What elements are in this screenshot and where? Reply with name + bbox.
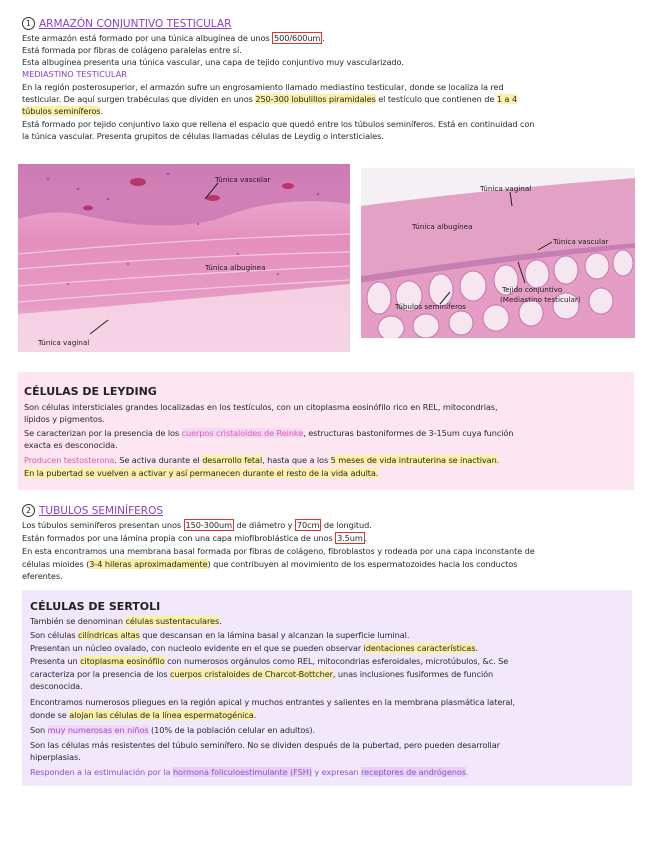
sertoli-line-3: Presentan un núcleo ovalado, con nucleolo evidente en el que se pueden observar identaciones características. [30, 643, 478, 653]
sertoli-title: CÉLULAS DE SERTOLI [30, 600, 161, 613]
label-tejido-conjuntivo: Tejido conjuntivo [502, 285, 563, 294]
section-1-title: 1 ARMAZÓN CONJUNTIVO TESTICULAR [22, 17, 231, 31]
sertoli-line-12: Responden a la estimulación por la hormona foliculoestimulante (FSH) y expresan receptores de andrógenos. [30, 767, 469, 777]
sertoli-line-10: Son las células más resistentes del túbulo seminífero. No se dividen después de la pubertad, pero pueden desarrollar [30, 740, 500, 750]
section-2-number: 2 [22, 504, 35, 517]
s1-line-3: Esta albugínea presenta una túnica vascular, una capa de tejido conjuntivo muy vascularizado. [22, 57, 404, 67]
sertoli-line-7: Encontramos numerosos pliegues en la región apical y muchos entrantes y salientes en la membrana plasmática lateral, [30, 697, 516, 707]
med-line-5: la túnica vascular. Presenta grupitos de células llamadas células de Leydig o intersticiales. [22, 131, 384, 141]
thickness-value: 500/600um [274, 33, 321, 43]
leydig-line-4: exacta es desconocida. [24, 440, 118, 450]
label-tunica-albuginea-right: Túnica albugínea [412, 222, 473, 231]
label-tubulos-seminiferos: Túbulos seminíferos [395, 302, 467, 311]
leydig-title: CÉLULAS DE LEYDING [24, 385, 157, 398]
s2-line-3: En esta encontramos una membrana basal formada por fibras de colágeno, fibroblastos y rodeada por una capa inconstante de [22, 546, 535, 556]
label-tunica-vascular-left: Túnica vascular [215, 175, 271, 184]
leydig-line-1: Son células intersticiales grandes localizadas en los testículos, con un citoplasma eosinófilo rico en REL, mitocondrias, [24, 402, 498, 412]
leydig-line-3: Se caracterizan por la presencia de los cuerpos cristaloides de Reinke, estructuras bastoniformes de 3-15um cuya función [24, 428, 514, 438]
sertoli-line-1: También se denominan células sustentaculares. [30, 616, 222, 626]
label-mediastino: (Mediastino testicular) [500, 295, 581, 304]
label-tunica-vascular-right: Túnica vascular [553, 237, 609, 246]
sertoli-line-5: caracteriza por la presencia de los cuerpos cristaloides de Charcot-Bottcher, unas inclusiones fusiformes de función [30, 669, 494, 679]
sertoli-line-6: desconocida. [30, 681, 83, 691]
label-tunica-vaginal-right: Túnica vaginal [480, 184, 532, 193]
med-line-2: testicular. De aquí surgen trabéculas que dividen en unos 250-300 lobulillos piramidales el testículo que contienen de 1 a 4 [22, 94, 517, 104]
s1-line-1: Este armazón está formado por una túnica albugínea de unos 500/600um . [22, 33, 325, 43]
med-line-3: túbulos seminíferos. [22, 106, 103, 116]
label-tunica-albuginea-left: Túnica albugínea [205, 263, 266, 272]
leydig-line-2: lípidos y pigmentos. [24, 414, 105, 424]
med-line-4: Está formado por tejido conjuntivo laxo que rellena el espacio que quedó entre los túbulos seminíferos. Está en continuidad con [22, 119, 535, 129]
sertoli-line-9: Son muy numerosas en niños (10% de la población celular en adultos). [30, 725, 315, 735]
s2-line-4: células mioides (3-4 hileras aproximadamente) que contribuyen al movimiento de los espermatozoides hacia los conductos [22, 559, 518, 569]
s2-line-5: eferentes. [22, 571, 63, 581]
sertoli-line-8: donde se alojan las células de la línea espermatogénica. [30, 710, 257, 720]
s2-line-2: Están formados por una lámina propia con una capa mioflbroblástica de unos 3.5um . [22, 533, 368, 543]
leydig-line-6: En la pubertad se vuelven a activar y así permanecen durante el resto de la vida adulta. [24, 468, 379, 478]
s1-line-2: Está formada por fibras de colágeno paralelas entre sí. [22, 45, 242, 55]
section-1-number: 1 [22, 17, 35, 30]
label-tunica-vaginal-left: Túnica vaginal [38, 338, 90, 347]
leydig-line-5: Producen testosterona. Se activa durante el desarrollo fetal, hasta que a los 5 meses de vida intrauterina se inactivan. [24, 455, 500, 465]
sertoli-line-11: hiperplasias. [30, 752, 81, 762]
sertoli-line-2: Son células cilíndricas altas que descansan en la lámina basal y alcanzan la superficie luminal. [30, 630, 410, 640]
med-line-1: En la región posterosuperior, el armazón sufre un engrosamiento llamado mediastino testicular, donde se localiza la red [22, 82, 504, 92]
sertoli-line-4: Presenta un citoplasma eosinófilo con numerosos orgánulos como REL, mitocondrias esferoidales, microtúbulos, &c. Se [30, 656, 509, 666]
mediastino-subtitle: MEDIASTINO TESTICULAR [22, 69, 127, 79]
section-2-title: 2 TUBULOS SEMINÍFEROS [22, 504, 163, 518]
s2-line-1: Los túbulos seminíferos presentan unos 150-300um de diámetro y 70cm de longitud. [22, 520, 372, 530]
